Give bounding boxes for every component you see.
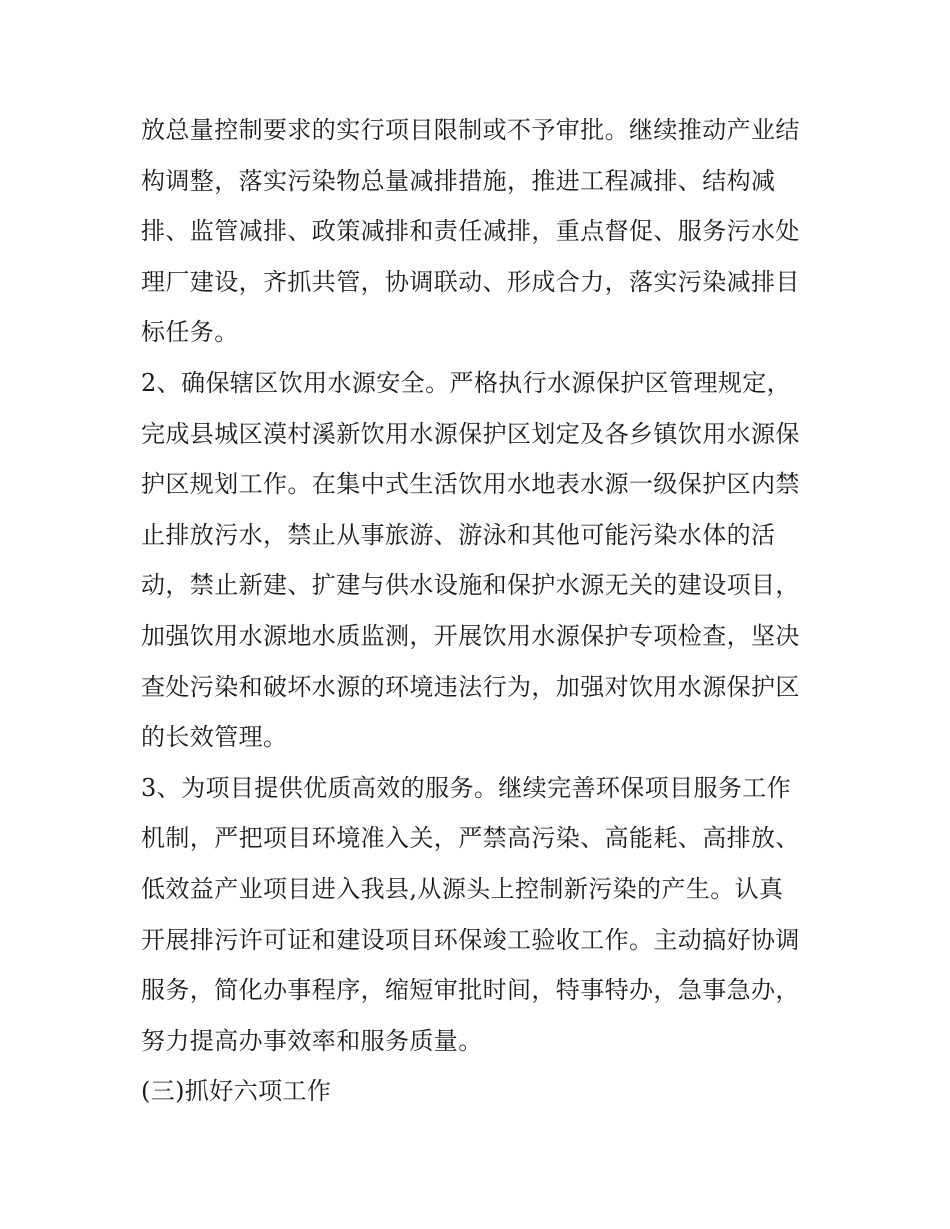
text-line: 低效益产业项目进入我县,从源头上控制新污染的产生。认真 bbox=[141, 874, 784, 903]
text-line: 动，禁止新建、扩建与供水设施和保护水源无关的建设项目， bbox=[141, 571, 800, 600]
paragraph-drinking-water-safety bbox=[141, 358, 813, 763]
paragraph-project-services bbox=[141, 763, 813, 1067]
text-line: 完成县城区漠村溪新饮用水源保护区划定及各乡镇饮用水源保 bbox=[141, 419, 800, 448]
text-line: 理厂建设，齐抓共管，协调联动、形成合力，落实污染减排目 bbox=[141, 267, 800, 296]
text-line: 标任务。 bbox=[141, 318, 239, 347]
text-line: 2、确保辖区饮用水源安全。严格执行水源保护区管理规定， bbox=[141, 368, 792, 397]
text-line: 服务，简化办事程序，缩短审批时间，特事特办，急事急办， bbox=[141, 976, 800, 1005]
text-line: 放总量控制要求的实行项目限制或不予审批。继续推动产业结 bbox=[141, 116, 800, 144]
text-line: 的长效管理。 bbox=[141, 723, 288, 752]
section-heading: (三)抓好六项工作 bbox=[141, 1077, 332, 1106]
text-line: 护区规划工作。在集中式生活饮用水地表水源一级保护区内禁 bbox=[141, 470, 800, 499]
paragraph-pollution-reduction bbox=[141, 105, 813, 358]
document-body bbox=[141, 105, 813, 1117]
text-line: 排、监管减排、政策减排和责任减排，重点督促、服务污水处 bbox=[141, 217, 800, 246]
text-line: 加强饮用水源地水质监测，开展饮用水源保护专项检查，坚决 bbox=[141, 621, 800, 650]
text-line: 3、为项目提供优质高效的服务。继续完善环保项目服务工作 bbox=[141, 773, 792, 802]
text-line: 努力提高办事效率和服务质量。 bbox=[141, 1026, 483, 1055]
text-line: 构调整，落实污染物总量减排措施，推进工程减排、结构减 bbox=[141, 166, 776, 195]
section-heading-six-tasks bbox=[141, 1066, 813, 1117]
text-line: 机制，严把项目环境准入关，严禁高污染、高能耗、高排放、 bbox=[141, 824, 800, 853]
text-line: 查处污染和破坏水源的环境违法行为，加强对饮用水源保护区 bbox=[141, 672, 800, 701]
text-line: 开展排污许可证和建设项目环保竣工验收工作。主动搞好协调 bbox=[141, 925, 800, 954]
text-line: 止排放污水，禁止从事旅游、游泳和其他可能污染水体的活 bbox=[141, 520, 776, 549]
